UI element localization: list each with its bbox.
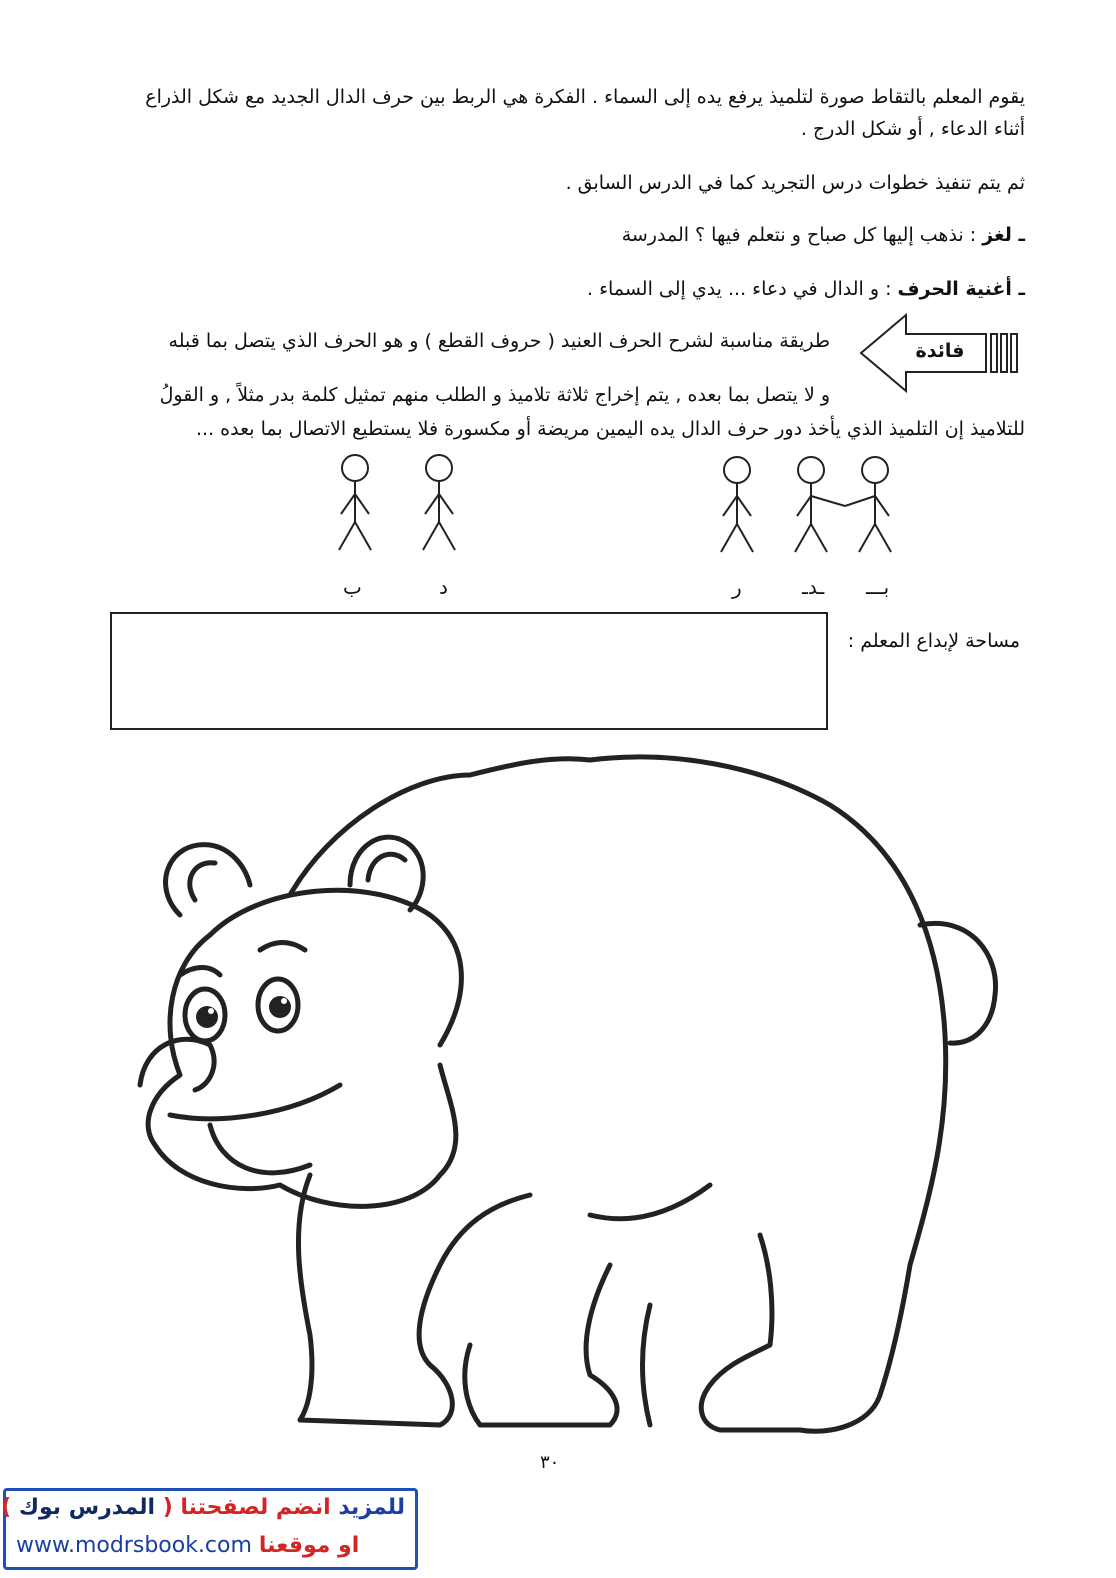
riddle-label: ـ لغز bbox=[982, 224, 1025, 246]
page-number: ٣٠ bbox=[540, 1452, 560, 1473]
stick-figure bbox=[721, 457, 753, 552]
teacher-space-box[interactable] bbox=[110, 612, 828, 730]
promo-banner-line-2 bbox=[16, 1533, 359, 1558]
stick-figure bbox=[795, 457, 845, 552]
letter-ba-initial: بـــ bbox=[866, 575, 890, 599]
banner-join-text: انضم لصفحتنا bbox=[180, 1495, 331, 1520]
tip-line-3: للتلاميذ إن التلميذ الذي يأخذ دور حرف الدال يده اليمين مريضة أو مكسورة فلا يستطيع الاتصال بما بعده ... bbox=[195, 418, 1025, 440]
promo-banner[interactable] bbox=[3, 1488, 418, 1570]
instruction-line-3: ثم يتم تنفيذ خطوات درس التجريد كما في الدرس السابق . bbox=[565, 172, 1025, 194]
teacher-space-label: مساحة لإبداع المعلم : bbox=[847, 630, 1020, 652]
stick-figure bbox=[845, 457, 891, 552]
tip-line-2: و لا يتصل بما بعده , يتم إخراج ثلاثة تلاميذ و الطلب منهم تمثيل كلمة بدر مثلاً , و القولُ bbox=[159, 384, 830, 406]
letter-ba: ب bbox=[343, 575, 362, 599]
promo-banner-line-1 bbox=[1, 1495, 405, 1520]
stick-figure bbox=[339, 455, 371, 550]
letter-ra: ر bbox=[732, 575, 742, 599]
song-label: ـ أغنية الحرف bbox=[897, 278, 1025, 300]
letter-dal: د bbox=[439, 575, 448, 599]
riddle-line bbox=[105, 220, 1025, 250]
banner-paren-close: ) bbox=[1, 1495, 12, 1520]
song-line bbox=[105, 274, 1025, 304]
tip-line-1: طريقة مناسبة لشرح الحرف العنيد ( حروف القطع ) و هو الحرف الذي يتصل بما قبله bbox=[168, 330, 830, 352]
banner-or-site-text: او موقعنا bbox=[258, 1533, 360, 1558]
banner-paren-open: ( bbox=[162, 1495, 173, 1520]
riddle-text: : نذهب إليها كل صباح و نتعلم فيها ؟ المدرسة bbox=[621, 224, 983, 246]
instruction-line-2: أثناء الدعاء , أو شكل الدرج . bbox=[800, 118, 1025, 140]
bear-coloring-illustration bbox=[110, 745, 1010, 1445]
song-text: : و الدال في دعاء ... يدي إلى السماء . bbox=[587, 278, 898, 300]
letter-dal-connected: ـدـ bbox=[802, 575, 825, 599]
stick-figure bbox=[423, 455, 455, 550]
tip-arrow-label: فائدة bbox=[915, 340, 965, 362]
banner-site-name: المدرس بوك bbox=[18, 1495, 156, 1520]
banner-url-link[interactable]: www.modrsbook.com bbox=[16, 1533, 252, 1558]
stick-figures bbox=[0, 450, 1116, 610]
banner-more-text: للمزيد bbox=[338, 1495, 405, 1520]
instruction-line-1: يقوم المعلم بالتقاط صورة لتلميذ يرفع يده إلى السماء . الفكرة هي الربط بين حرف الدال الجديد مع شكل الذراع bbox=[145, 86, 1025, 108]
